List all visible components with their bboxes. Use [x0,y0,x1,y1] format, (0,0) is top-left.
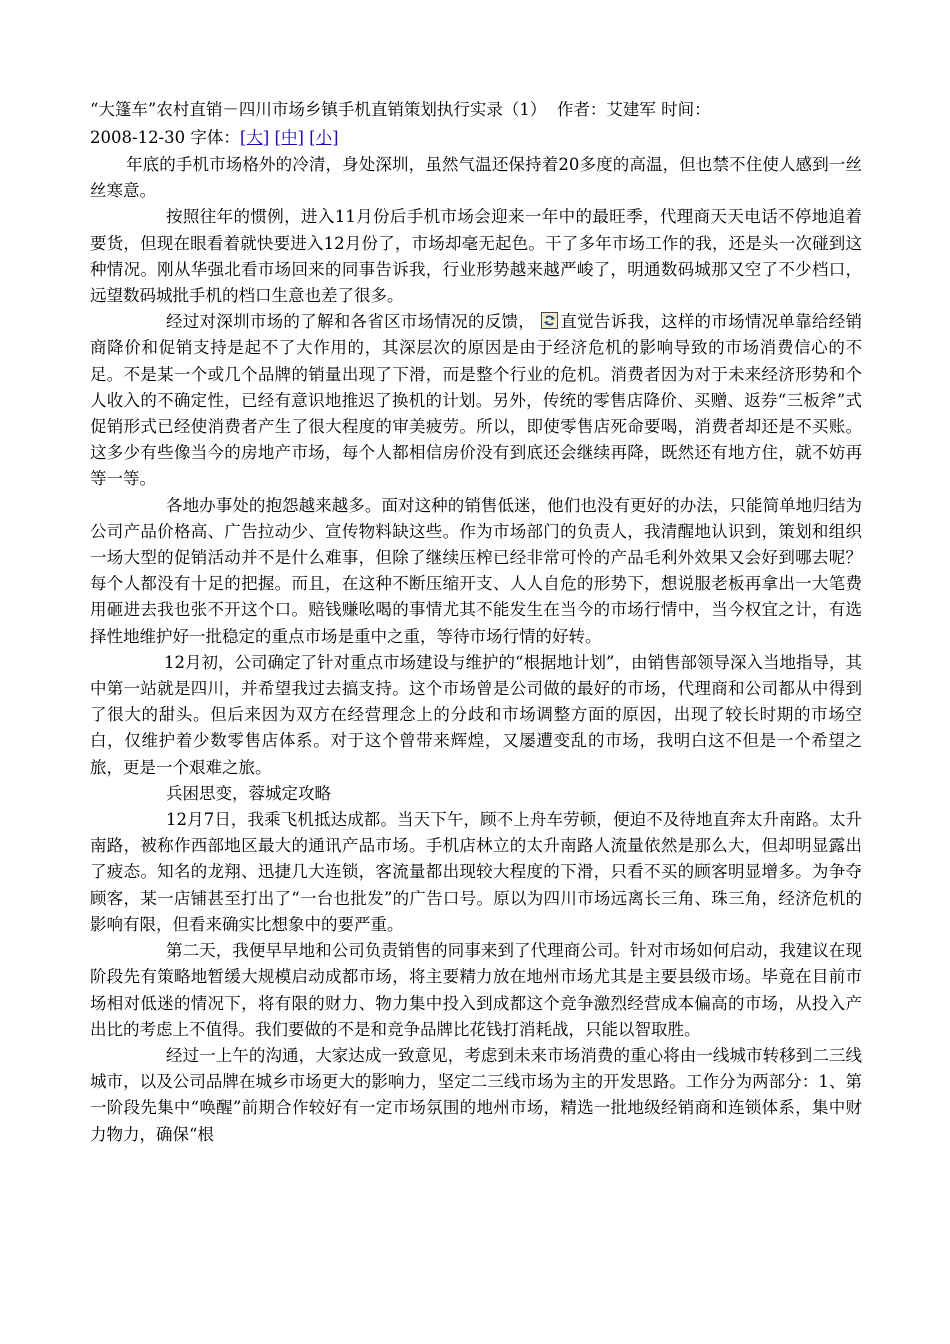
font-size-small-link[interactable]: [小] [309,128,339,147]
font-size-large-link[interactable]: [大] [239,128,270,147]
publish-date: 2008-12-30 [90,128,186,147]
font-size-medium-link[interactable]: [中] [274,128,304,147]
article-header [90,96,862,152]
paragraph-8: 经过一上午的沟通，大家达成一致意见，考虑到未来市场消费的重心将由一线城市转移到二三线城市，以及公司品牌在城乡市场更大的影响力，坚定二三线市场为主的开发思路。工作分为两部分：1、第一阶段先集中“唤醒”前期合作较好有一定市场氛围的地州市场，精选一批地级经销商和连锁体系，集中财力物力，确保“根 [90,1045,862,1144]
paragraph-7: 第二天，我便早早地和公司负责销售的同事来到了代理商公司。针对市场如何启动，我建议在现阶段先有策略地暂缓大规模启动成都市场，将主要精力放在地州市场尤其是主要县级市场。毕竟在目前市场相对低迷的情况下，将有限的财力、物力集中投入到成都这个竞争激烈经营成本偏高的市场，从投入产出比的考虑上不值得。我们要做的不是和竞争品牌比花钱打消耗战，只能以智取胜。 [90,941,862,1039]
paragraph-3-body: 直觉告诉我，这样的市场情况单靠给经销商降价和促销支持是起不了大作用的，其深层次的原因是由于经济危机的影响导致的市场消费信心的不足。不是某一个或几个品牌的销量出现了下滑，而是整个行业的危机。消费者因为对于未来经济形势和个人收入的不确定性，已经有意识地推迟了换机的计划。另外，传统的零售店降价、买赠、返券“三板斧”式促销形式已经使消费者产生了很大程度的审美疲劳。所以，即使零售店死命要喝，消费者却还是不买账。这多少有些像当今的房地产市场，每个人都相信房价没有到底还会继续再降，既然还有地方住，就不妨再等一等。 [90,312,863,489]
font-size-label: 字体： [190,128,240,147]
paragraph-3 [31,309,862,492]
article-title: “大篷车”农村直销－四川市场乡镇手机直销策划执行实录（1） [90,100,547,119]
paragraph-4: 各地办事处的抱怨越来越多。面对这种的销售低迷，他们也没有更好的办法，只能简单地归结为公司产品价格高、广告拉动少、宣传物料缺这些。作为市场部门的负责人，我清醒地认识到，策划和组织一场大型的促销活动并不是什么难事，但除了继续压榨已经非常可怜的产品毛利外效果又会好到哪去呢？每个人都没有十足的把握。而且，在这种不断压缩开支、人人自危的形势下，想说服老板再拿出一大笔费用砸进去我也张不开这个口。赔钱赚吆喝的事情尤其不能发生在当今的市场行情中，当今权宜之计，有选择性地维护好一批稳定的重点市场是重中之重，等待市场行情的好转。 [90,495,862,646]
paragraph-6: 12月7日，我乘飞机抵达成都。当天下午，顾不上舟车劳顿，便迫不及待地直奔太升南路。太升南路，被称作西部地区最大的通讯产品市场。手机店林立的太升南路人流量依然是那么大，但却明显露出了疲态。知名的龙翔、迅捷几大连锁，客流量都出现较大程度的下滑，只看不买的顾客明显增多。为争夺顾客，某一店铺甚至打出了“一台也批发”的广告口号。原以为四川市场远离长三角、珠三角，经济危机的影响有限，但看来确实比想象中的要严重。 [90,810,862,934]
paragraph-2: 按照往年的惯例，进入11月份后手机市场会迎来一年中的最旺季，代理商天天电话不停地追着要货，但现在眼看着就快要进入12月份了，市场却毫无起色。干了多年市场工作的我，还是头一次碰到这种情况。刚从华强北看市场回来的同事告诉我，行业形势越来越严峻了，明通数码城那又空了不少档口，远望数码城批手机的档口生意也差了很多。 [90,207,862,306]
paragraph-3-lead: 经过对深圳市场的了解和各省区市场情况的反馈， [166,312,536,332]
refresh-icon[interactable] [541,312,558,329]
paragraph-5: 12月初，公司确定了针对重点市场建设与维护的“根据地计划”，由销售部领导深入当地指导，其中第一站就是四川，并希望我过去搞支持。这个市场曾是公司做的最好的市场，代理商和公司都从中得到了很大的甜头。但后来因为双方在经营理念上的分歧和市场调整方面的原因，出现了较长时期的市场空白，仅维护着少数零售店体系。对于这个曾带来辉煌，又屡遭变乱的市场，我明白这不但是一个希望之旅，更是一个艰难之旅。 [90,652,862,777]
paragraph-1: 年底的手机市场格外的冷清，身处深圳，虽然气温还保持着20多度的高温，但也禁不住使人感到一丝丝寒意。 [90,155,862,201]
author-label: 作者：艾建军 [556,100,656,119]
article [90,96,862,1148]
time-label: 时间： [661,100,711,119]
section-heading: 兵困思变，蓉城定攻略 [166,783,331,803]
